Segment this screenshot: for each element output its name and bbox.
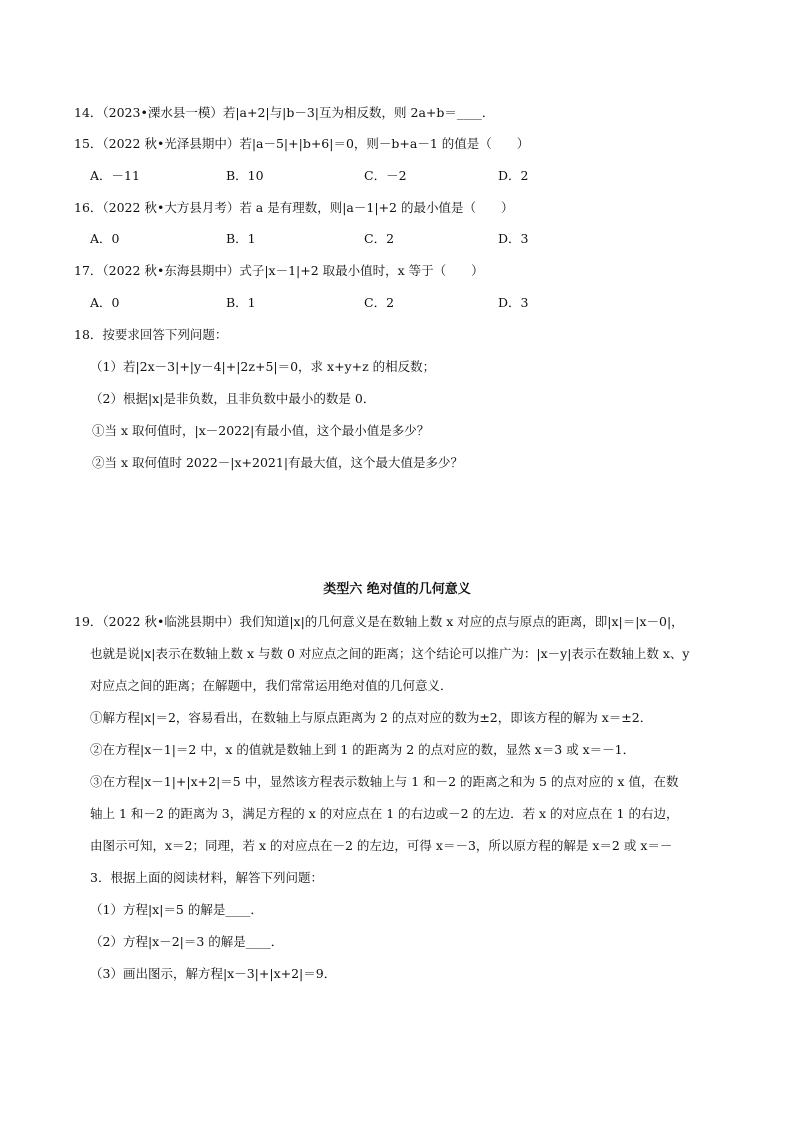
q17-option-c: C．2 (364, 295, 395, 310)
q15-option-d: D．2 (498, 168, 529, 183)
q19-line-4: ①解方程|x|＝2，容易看出，在数轴上与原点距离为 2 的点对应的数为±2，即该方程的解为 x＝±2． (90, 710, 653, 725)
q19-part-3: （3）画出图示，解方程|x－3|+|x+2|＝9． (90, 966, 337, 981)
question-16-stem: 16．（2022 秋•大方县月考）若 a 是有理数，则|a－1|+2 的最小值是（ ） (74, 200, 514, 215)
q16-option-d: D．3 (498, 231, 529, 246)
q17-option-d: D．3 (498, 295, 529, 310)
q17-option-a: A．0 (90, 295, 120, 310)
q15-option-b: B．10 (226, 168, 264, 183)
q16-option-c: C．2 (364, 231, 395, 246)
q19-line-2: 也就是说|x|表示在数轴上数 x 与数 0 对应点之间的距离；这个结论可以推广为：|x－y|表示在数轴上数 x、y (90, 646, 690, 661)
q19-part-1: （1）方程|x|＝5 的解是____． (90, 902, 263, 917)
question-14: 14．（2023•溧水县一模）若|a+2|与|b－3|互为相反数，则 2a+b＝____． (74, 105, 495, 120)
q15-option-a: A．－11 (90, 168, 140, 183)
q19-line-9: 3．根据上面的阅读材料，解答下列问题： (90, 870, 323, 885)
question-17-stem: 17．（2022 秋•东海县期中）式子|x－1|+2 取最小值时，x 等于（ ） (74, 263, 484, 278)
q18-part-1: （1）若|2x－3|+|y－4|+|2z+5|＝0，求 x+y+z 的相反数； (90, 359, 436, 374)
q19-line-7: 轴上 1 和－2 的距离为 3，满足方程的 x 的对应点在 1 的右边或－2 的左边．若 x 的对应点在 1 的右边， (90, 806, 679, 821)
section-title: 类型六 绝对值的几何意义 (323, 582, 471, 597)
q18-sub-1: ①当 x 取何值时，|x－2022|有最小值，这个最小值是多少？ (92, 423, 430, 438)
question-15-stem: 15．（2022 秋•光泽县期中）若|a－5|+|b+6|＝0，则－b+a－1 的值是（ ） (74, 136, 530, 151)
q16-option-a: A．0 (90, 231, 120, 246)
q19-line-8: 由图示可知，x＝2；同理，若 x 的对应点在－2 的左边，可得 x＝－3，所以原方程的解是 x＝2 或 x＝－ (90, 838, 673, 853)
q19-line-1: 19．（2022 秋•临洮县期中）我们知道|x|的几何意义是在数轴上数 x 对应的点与原点的距离，即|x|＝|x－0|， (74, 614, 684, 629)
q19-line-5: ②在方程|x－1|＝2 中，x 的值就是数轴上到 1 的距离为 2 的点对应的数，显然 x＝3 或 x＝－1． (90, 742, 636, 757)
q18-part-2: （2）根据|x|是非负数，且非负数中最小的数是 0． (90, 391, 376, 406)
q19-line-3: 对应点之间的距离；在解题中，我们常常运用绝对值的几何意义． (90, 678, 453, 693)
q18-sub-2: ②当 x 取何值时 2022－|x+2021|有最大值，这个最大值是多少？ (92, 455, 464, 470)
q15-option-c: C．－2 (364, 168, 407, 183)
question-18-stem: 18．按要求回答下列问题： (74, 327, 228, 342)
q19-part-2: （2）方程|x－2|＝3 的解是____． (90, 934, 284, 949)
q16-option-b: B．1 (226, 231, 256, 246)
q19-line-6: ③在方程|x－1|+|x+2|＝5 中，显然该方程表示数轴上与 1 和－2 的距离之和为 5 的点对应的 x 值，在数 (90, 774, 679, 789)
q17-option-b: B．1 (226, 295, 256, 310)
